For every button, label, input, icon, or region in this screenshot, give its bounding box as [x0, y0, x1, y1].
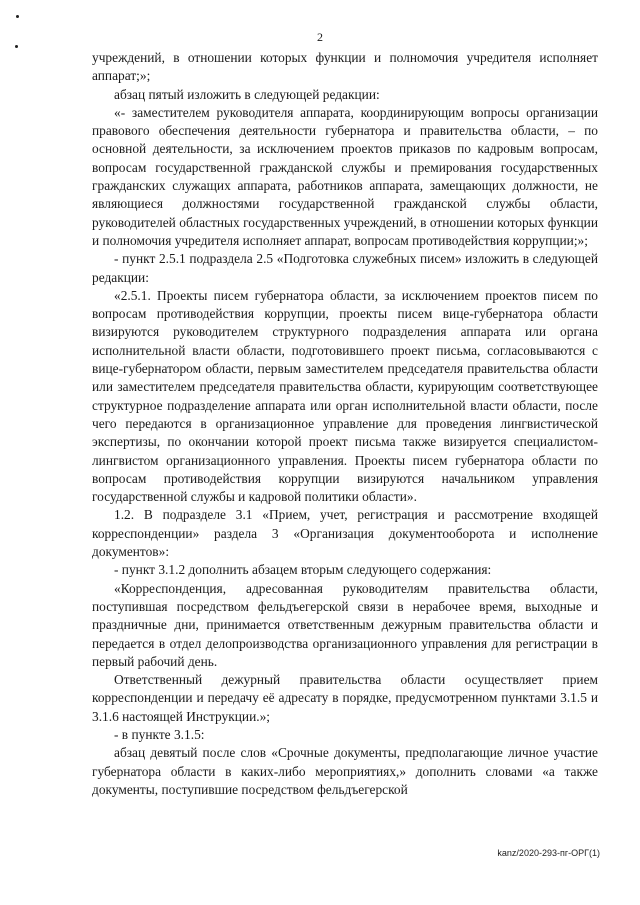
document-body: [92, 49, 598, 799]
paragraph: 1.2. В подразделе 3.1 «Прием, учет, регистрация и рассмотрение входящей корреспонденции» раздела 3 «Организация документооборота и исполнение документов»:: [92, 507, 598, 560]
paragraph: - пункт 2.5.1 подраздела 2.5 «Подготовка служебных писем» изложить в следующей редакции:: [92, 251, 598, 285]
page-number: 2: [317, 30, 323, 44]
paragraph: «- заместителем руководителя аппарата, координирующим вопросы организации правового обеспечения деятельности губернатора и правительства области, – по основной деятельности, за исключением проектов приказов по кадровым вопросам, вопросам государственной гражданской службы и премирования государственных гражданских служащих аппарата, работников аппарата, замещающих должности, не являющиеся должностями государственной гражданской службы области, руководителей областных государственных учреждений, в отношении которых функции и полномочия учредителя исполняет аппарат, вопросам противодействия коррупции;»;: [92, 104, 598, 248]
paragraph: Ответственный дежурный правительства области осуществляет прием корреспонденции и передачу её адресату в порядке, предусмотренном пунктами 3.1.5 и 3.1.6 настоящей Инструкции.»;: [92, 672, 598, 724]
paragraph: «2.5.1. Проекты писем губернатора области, за исключением проектов писем по вопросам противодействия коррупции, проекты писем вице-губернатора области визируются руководителем структурного подразделения аппарата или органа исполнительной власти области, подготовившего проект письма, согласовываются с вице-губернатором области, первым заместителем председателя правительства области или заместителем председателя правительства области, курирующим соответствующее структурное подразделение аппарата или орган исполнительной власти области, после чего передаются в организационное управление для проведения лингвистической экспертизы, по окончании которой проект письма также визируется специалистом-лингвистом организационного управления. Проекты писем губернатора области по вопросам противодействия коррупции визируются начальником управления государственной службы и кадровой политики области».: [92, 287, 598, 505]
paragraph: «Корреспонденция, адресованная руководителям правительства области, поступившая посредством фельдъегерской связи в нерабочее время, выходные и праздничные дни, принимается ответственным дежурным правительства области и передается в отдел делопроизводства организационного управления для регистрации в первый рабочий день.: [92, 580, 598, 669]
paragraph: абзац пятый изложить в следующей редакции:: [114, 86, 380, 102]
paragraph: абзац девятый после слов «Срочные документы, предполагающие личное участие губернатора области в каких-либо мероприятиях,» дополнить словами «а также документы, поступившие посредством фельдъегерской: [92, 745, 598, 797]
paragraph: учреждений, в отношении которых функции и полномочия учредителя исполняет аппарат;»;: [92, 50, 598, 84]
paragraph: - в пункте 3.1.5:: [114, 726, 205, 742]
scan-speck: [15, 45, 18, 48]
paragraph: - пункт 3.1.2 дополнить абзацем вторым следующего содержания:: [114, 562, 492, 578]
document-code: kanz/2020-293-пг-ОРГ(1): [497, 848, 600, 858]
scan-speck: [16, 15, 19, 18]
